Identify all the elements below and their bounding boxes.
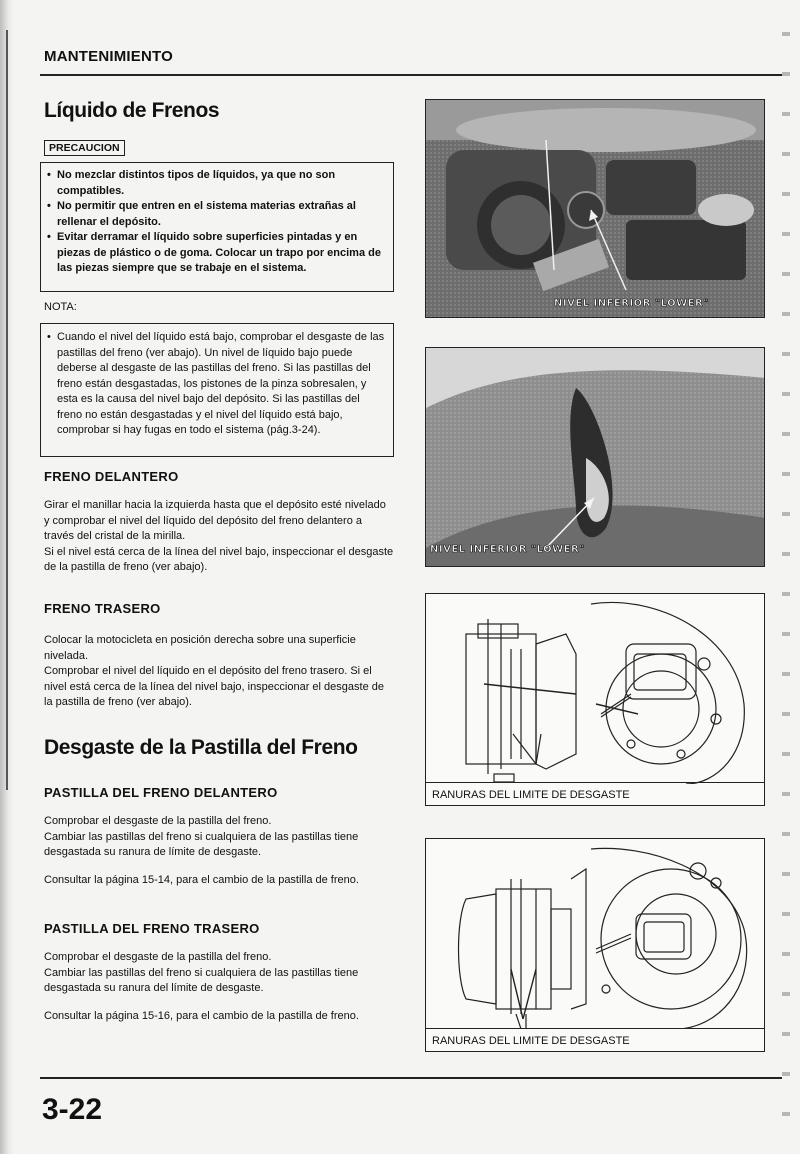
caution-item: • No mezclar distintos tipos de líquidos, ya que no son compatibles. (47, 168, 387, 199)
header-rule (40, 74, 782, 76)
front-reservoir-photo-image (426, 100, 765, 318)
rear-brake-text-1: Colocar la motocicleta en posición derecha sobre una superficie nivelada. (44, 634, 356, 662)
caution-label: PRECAUCION (44, 140, 125, 156)
page-number: 3-22 (42, 1093, 103, 1126)
front-reservoir-photo (425, 99, 765, 318)
front-pad-heading: PASTILLA DEL FRENO DELANTERO (44, 785, 278, 800)
photo-1-label: NIVEL INFERIOR "LOWER" (554, 298, 709, 309)
front-pad-diagram (425, 593, 765, 806)
front-pad-text-1: Comprobar el desgaste de la pastilla del freno. (44, 815, 272, 827)
front-pad-text (44, 814, 394, 888)
note-item: • Cuando el nivel del líquido está bajo, comprobar el desgaste de las pastillas del freno (ver abajo). Un nivel de líquido bajo puede deberse al desgaste de las pastillas del freno. Si las pastillas del freno están desgastadas, los pistones de la pinza sobresalen, y esta es la causa del nivel bajo del depósito. Si las pastillas del freno no están desgastadas y el nivel del líquido está bajo, comprobar si hay fugas en todo el sistema (pág.3-24). (47, 330, 387, 439)
rear-brake-heading: FRENO TRASERO (44, 601, 161, 616)
caution-item: • Evitar derramar el líquido sobre superficies pintadas y en piezas de plástico o de goma. Colocar un trapo por encima de las piezas siempre que se trabaje en el sistema. (47, 230, 387, 277)
rear-pad-text-2: Cambiar las pastillas del freno si cualquiera de las pastillas tiene desgastada su ranura del límite de desgaste. (44, 966, 359, 994)
caution-item: • No permitir que entren en el sistema materias extrañas al rellenar el depósito. (47, 199, 387, 230)
liquid-title: Líquido de Frenos (44, 99, 220, 122)
footer-rule (40, 1077, 782, 1079)
pad-wear-title: Desgaste de la Pastilla del Freno (44, 736, 358, 759)
front-brake-text-1: Girar el manillar hacia la izquierda hasta que el depósito esté nivelado y comprobar el nivel del líquido del depósito del freno delantero a través del cristal de la mirilla. (44, 499, 386, 542)
photo-2-label: NIVEL INFERIOR "LOWER" (430, 544, 585, 555)
binding-shadow (0, 0, 14, 1154)
rear-pad-diagram (425, 838, 765, 1052)
diagram-1-caption-rule (426, 782, 764, 783)
rear-pad-text-1: Comprobar el desgaste de la pastilla del freno. (44, 951, 272, 963)
page-edge-marks (782, 10, 790, 1140)
diagram-1-caption: RANURAS DEL LIMITE DE DESGASTE (432, 789, 630, 801)
note-box (40, 323, 394, 457)
front-sight-glass-photo-image (426, 348, 765, 567)
rear-brake-text (44, 633, 394, 711)
note-label: NOTA: (44, 301, 77, 313)
rear-pad-heading: PASTILLA DEL FRENO TRASERO (44, 921, 260, 936)
rear-pad-text (44, 950, 394, 1024)
front-pad-diagram-image (426, 594, 764, 784)
caution-box (40, 162, 394, 292)
diagram-2-caption: RANURAS DEL LIMITE DE DESGASTE (432, 1035, 630, 1047)
front-brake-text-2: Si el nivel está cerca de la línea del nivel bajo, inspeccionar el desgaste de la pastilla de freno (ver abajo). (44, 545, 394, 573)
binding-line (6, 30, 8, 790)
front-pad-text-3: Consultar la página 15-14, para el cambio de la pastilla de freno. (44, 873, 359, 886)
rear-pad-text-3: Consultar la página 15-16, para el cambio de la pastilla de freno. (44, 1009, 359, 1022)
front-brake-heading: FRENO DELANTERO (44, 469, 179, 484)
section-header: MANTENIMIENTO (44, 48, 173, 65)
front-brake-text (44, 498, 394, 576)
rear-pad-diagram-image (426, 839, 764, 1029)
rear-brake-text-2: Comprobar el nivel del líquido en el depósito del freno trasero. Si el nivel está cerca de la línea del nivel bajo, inspeccionar el desgaste de la pastilla de freno (ver abajo). (44, 665, 384, 708)
diagram-2-caption-rule (426, 1028, 764, 1029)
front-pad-text-2: Cambiar las pastillas del freno si cualquiera de las pastillas tiene desgastada su ranura de límite de desgaste. (44, 830, 359, 858)
front-sight-glass-photo (425, 347, 765, 567)
